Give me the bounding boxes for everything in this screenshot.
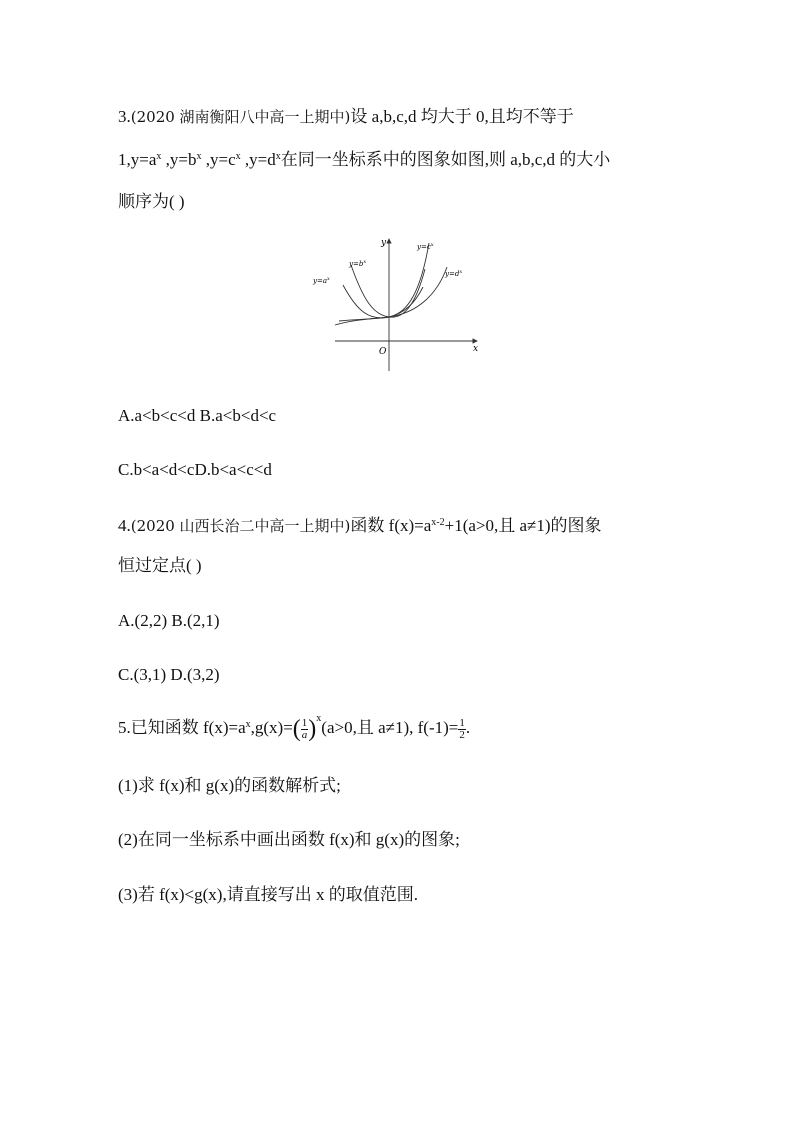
q5-right-paren: ): [308, 716, 317, 743]
curve-y-b-x: [351, 265, 425, 317]
curve-y-c-x: [335, 243, 429, 325]
curve-y-a-x: [343, 285, 423, 318]
exponential-curves-figure: [305, 233, 485, 375]
fraction-denominator: 2: [459, 728, 465, 741]
q4-text-1b: +1(a>0,且 a≠1)的图象: [444, 516, 602, 535]
q5-line-1: [118, 713, 471, 743]
q3-number: 3.: [118, 107, 131, 126]
label-y-b-x: $y=b^x$: [349, 259, 367, 268]
fraction-numerator: 1: [301, 716, 308, 729]
q3-options-1: A.a<b<c<d B.a<b<d<c: [118, 406, 277, 425]
q4-exponent: x-2: [431, 517, 445, 528]
q4-line-2: 恒过定点( ): [118, 556, 202, 575]
q3-l2-part: ,y=d: [240, 150, 276, 169]
q5-exp-1: x: [245, 719, 251, 730]
q3-line-2: [118, 149, 610, 171]
q5-sub-2: (2)在同一坐标系中画出函数 f(x)和 g(x)的图象;: [118, 830, 460, 849]
q3-options-2: C.b<a<d<cD.b<a<c<d: [118, 460, 272, 479]
q3-l2-part: 1,y=a: [118, 150, 157, 169]
q4-number: 4.: [118, 516, 131, 535]
q3-l2-exp: x: [196, 151, 202, 162]
q5-sub-3: (3)若 f(x)<g(x),请直接写出 x 的取值范围.: [118, 885, 418, 904]
q5-text-c: (a>0,且 a≠1), f(-1)=: [321, 718, 459, 737]
q4-options-1: A.(2,2) B.(2,1): [118, 611, 220, 630]
y-axis-label: y: [381, 238, 387, 248]
q3-l2-exp: x: [156, 151, 162, 162]
q5-exp-2: x: [316, 713, 322, 724]
q3-source: (2020 湖南衡阳八中高一上期中): [130, 108, 351, 126]
q5-text-b: ,g(x)=: [250, 718, 293, 737]
q5-text-d: .: [465, 718, 471, 737]
x-axis-label: x: [473, 344, 479, 354]
q4-source: (2020 山西长治二中高一上期中): [130, 517, 351, 535]
q3-line-1: [118, 106, 574, 128]
q3-text-1: 设 a,b,c,d 均大于 0,且均不等于: [350, 107, 574, 126]
q4-text-1a: 函数 f(x)=a: [350, 516, 432, 535]
q4-options-2: C.(3,1) D.(3,2): [118, 665, 220, 684]
q3-l2-exp: x: [235, 151, 241, 162]
label-y-a-x: $y=a^x$: [313, 276, 330, 285]
q4-line-1: [118, 515, 602, 537]
q5-sub-1: (1)求 f(x)和 g(x)的函数解析式;: [118, 776, 341, 795]
q3-l2-exp: x: [275, 151, 281, 162]
q3-line-3: 顺序为( ): [118, 192, 185, 211]
q3-l2-part: ,y=c: [201, 150, 236, 169]
q5-text-a: 5.已知函数 f(x)=a: [118, 718, 246, 737]
q3-l2-part: ,y=b: [161, 150, 197, 169]
fraction-denominator: a: [301, 728, 308, 741]
origin-label: O: [379, 347, 387, 357]
q5-fraction-half: [458, 718, 466, 741]
q3-l2-part: 在同一坐标系中的图象如图,则 a,b,c,d 的大小: [280, 150, 611, 169]
label-y-d-x: $y=d^x$: [445, 269, 463, 278]
label-y-c-x: $y=c^x$: [417, 242, 434, 251]
q5-left-paren: (: [292, 716, 301, 743]
fraction-numerator: 1: [459, 716, 465, 729]
